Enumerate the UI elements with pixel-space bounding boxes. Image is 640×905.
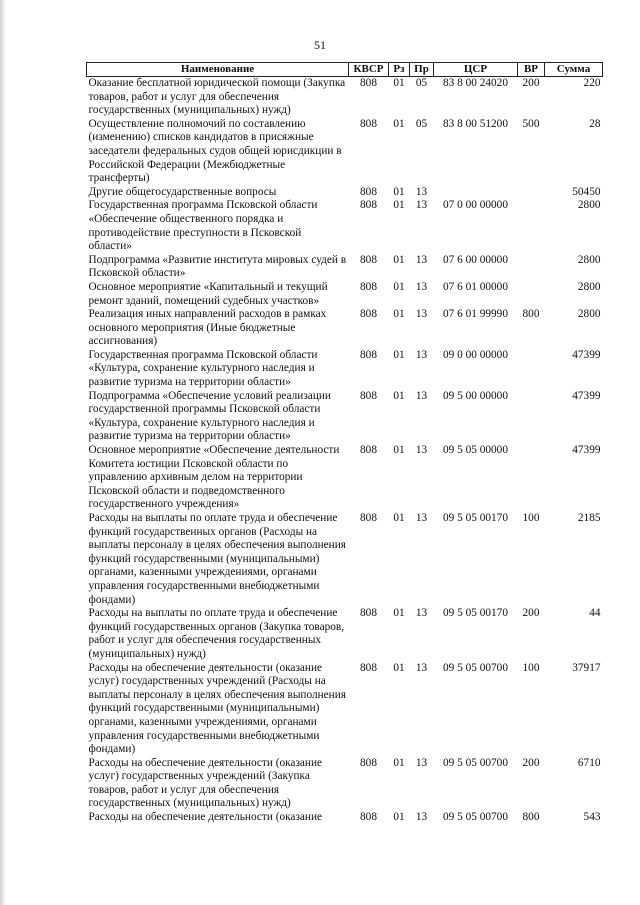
cell-csr: 09 5 05 00170	[443, 512, 508, 524]
cell-sum: 50450	[572, 185, 601, 198]
column-header-pr: Пр	[410, 63, 434, 77]
cell-rz: 01	[393, 444, 405, 457]
table-body	[87, 77, 603, 825]
cell-kvsr: 808	[360, 253, 377, 266]
column-header-kvsr: КВСР	[349, 63, 389, 77]
cell-rz: 01	[393, 117, 405, 130]
cell-csr: 09 0 00 00000	[443, 348, 508, 361]
cell-pr: 13	[415, 199, 428, 212]
cell-rz: 01	[393, 661, 405, 674]
cell-name: Осуществление полномочий по составлению (изменению) списков кандидатов в присяжные заседатели федеральных судов общей юрисдикции в Российской Федерации (Межбюджетные трансферты)	[88, 117, 342, 185]
cell-csr: 09 5 00 00000	[443, 389, 508, 402]
table-row	[87, 254, 603, 281]
cell-kvsr: 808	[360, 280, 377, 293]
cell-sum: 220	[583, 77, 601, 89]
table-row	[87, 199, 603, 253]
cell-name: Другие общегосударственные вопросы	[88, 185, 277, 198]
cell-vr	[518, 186, 545, 200]
cell-rz: 01	[393, 253, 405, 266]
cell-sum: 28	[589, 117, 601, 130]
cell-vr: 100	[522, 512, 540, 524]
column-header-name: Наименование	[87, 63, 349, 77]
cell-sum: 47399	[572, 444, 601, 457]
column-header-vr: ВР	[518, 63, 545, 77]
cell-kvsr: 808	[360, 117, 377, 130]
cell-csr: 07 6 01 99990	[443, 308, 508, 321]
table-row	[87, 662, 603, 757]
cell-name: Расходы на выплаты по оплате труда и обеспечение функций государственных органов (Расходы на выплаты персоналу в целях обеспечения выполнения функций государственными (муниципальными) органами, казенными учреждениями, органами управления государственными внебюджетными фондами)	[88, 512, 346, 606]
cell-rz: 01	[393, 607, 405, 620]
cell-name: Подпрограмма «Обеспечение условий реализации государственной программы Псковской области «Культура, сохранение культурного наследия и развитие туризма на территории области»	[88, 389, 331, 443]
cell-csr: 07 6 01 00000	[443, 280, 508, 293]
cell-sum: 37917	[572, 661, 601, 674]
table-row	[87, 444, 603, 512]
cell-name: Расходы на обеспечение деятельности (оказание	[88, 811, 323, 824]
cell-csr: 83 8 00 24020	[443, 77, 508, 89]
cell-csr: 83 8 00 51200	[443, 117, 508, 130]
cell-kvsr: 808	[360, 308, 377, 321]
cell-csr: 09 5 05 00700	[443, 756, 508, 769]
cell-name: Реализация иных направлений расходов в рамках основного мероприятия (Иные бюджетные ассигнования)	[88, 308, 327, 348]
cell-sum: 44	[589, 607, 601, 620]
table-row	[87, 186, 603, 200]
table-row	[87, 512, 603, 607]
cell-sum: 6710	[577, 756, 601, 769]
cell-vr	[518, 199, 545, 253]
cell-name: Расходы на выплаты по оплате труда и обеспечение функций государственных органов (Закупка товаров, работ и услуг для обеспечения государственных (муниципальных) нужд)	[88, 607, 345, 660]
cell-kvsr: 808	[360, 77, 377, 89]
cell-kvsr: 808	[360, 607, 377, 620]
cell-name: Расходы на обеспечение деятельности (оказание услуг) государственных учреждений (Закупка товаров, работ и услуг для обеспечения государственных (муниципальных) нужд)	[88, 756, 323, 810]
cell-rz: 01	[393, 77, 405, 89]
table-header-row	[87, 63, 603, 77]
table-row	[87, 811, 603, 825]
cell-vr: 200	[522, 607, 540, 620]
column-header-csr: ЦСР	[434, 63, 518, 77]
cell-name: Государственная программа Псковской области «Обеспечение общественного порядка и противодействие преступности в Псковской области»	[88, 199, 318, 253]
cell-pr: 13	[415, 607, 428, 620]
cell-csr: 09 5 05 00700	[443, 811, 508, 824]
cell-rz: 01	[393, 199, 405, 212]
cell-vr	[518, 281, 545, 308]
cell-pr: 13	[415, 185, 428, 198]
cell-kvsr: 808	[360, 512, 377, 524]
cell-csr: 09 5 05 00170	[443, 607, 508, 620]
cell-sum: 2800	[577, 199, 601, 212]
cell-vr: 100	[522, 661, 540, 674]
table-row	[87, 757, 603, 811]
cell-rz: 01	[393, 348, 405, 361]
cell-vr: 500	[522, 117, 540, 130]
cell-vr	[518, 444, 545, 512]
cell-sum: 2800	[577, 280, 601, 293]
cell-kvsr: 808	[360, 348, 377, 361]
cell-kvsr: 808	[360, 756, 377, 769]
cell-kvsr: 808	[360, 389, 377, 402]
cell-kvsr: 808	[360, 185, 377, 198]
cell-name: Государственная программа Псковской области «Культура, сохранение культурного наследия и развитие туризма на территории области»	[88, 348, 318, 389]
cell-rz: 01	[393, 280, 405, 293]
cell-rz: 01	[393, 756, 405, 769]
cell-sum: 47399	[572, 348, 601, 361]
cell-pr: 13	[415, 389, 428, 402]
cell-kvsr: 808	[360, 811, 377, 824]
budget-table	[86, 62, 603, 825]
cell-name: Основное мероприятие «Обеспечение деятельности Комитета юстиции Псковской области по управлению архивным делом на территории Псковской области и подведомственного государственного учреждения»	[88, 444, 340, 511]
cell-name: Подпрограмма «Развитие института мировых судей в Псковской области»	[88, 253, 347, 280]
cell-pr: 13	[415, 756, 428, 769]
cell-csr: 09 5 05 00000	[443, 444, 508, 457]
cell-vr	[518, 390, 545, 444]
cell-csr: 07 0 00 00000	[443, 199, 508, 212]
cell-rz: 01	[393, 512, 405, 524]
cell-sum: 2800	[577, 253, 601, 266]
cell-vr: 800	[522, 811, 540, 824]
cell-pr: 05	[415, 77, 428, 89]
cell-pr: 13	[415, 444, 428, 457]
cell-csr	[434, 186, 518, 200]
cell-kvsr: 808	[360, 444, 377, 457]
cell-pr: 13	[415, 348, 428, 361]
cell-rz: 01	[393, 185, 405, 198]
cell-pr: 13	[415, 253, 428, 266]
cell-kvsr: 808	[360, 661, 377, 674]
cell-sum: 2185	[577, 512, 601, 524]
cell-name: Оказание бесплатной юридической помощи (Закупка товаров, работ и услуг для обеспечения государственных (муниципальных) нужд)	[88, 77, 346, 117]
table-row	[87, 349, 603, 390]
column-header-sum: Сумма	[545, 63, 603, 77]
cell-vr: 200	[522, 77, 540, 89]
table-row	[87, 77, 603, 118]
cell-csr: 09 5 05 00700	[443, 661, 508, 674]
column-header-rz: Рз	[389, 63, 410, 77]
cell-pr: 13	[415, 811, 428, 824]
cell-rz: 01	[393, 811, 405, 824]
table-row	[87, 308, 603, 349]
cell-sum: 543	[583, 811, 601, 824]
table-row	[87, 390, 603, 444]
cell-sum: 2800	[577, 308, 601, 321]
table-row	[87, 118, 603, 186]
cell-vr: 800	[522, 308, 540, 321]
page-number: 51	[314, 38, 326, 52]
scan-edge	[0, 0, 6, 905]
cell-kvsr: 808	[360, 199, 377, 212]
table-row	[87, 607, 603, 661]
table-row	[87, 281, 603, 308]
cell-name: Основное мероприятие «Капитальный и текущий ремонт зданий, помещений судебных участков»	[88, 280, 328, 307]
cell-pr: 05	[415, 117, 428, 130]
cell-name: Расходы на обеспечение деятельности (оказание услуг) государственных учреждений (Расходы на выплаты персоналу в целях обеспечения выполнения функций государственными (муниципальными) органами, казенными учреждениями, органами управления государственными внебюджетными фондами)	[88, 661, 346, 756]
cell-vr	[518, 349, 545, 390]
cell-pr: 13	[415, 512, 428, 524]
cell-csr: 07 6 00 00000	[443, 253, 508, 266]
cell-vr: 200	[522, 756, 540, 769]
cell-rz: 01	[393, 308, 405, 321]
cell-pr: 13	[415, 661, 428, 674]
cell-vr	[518, 254, 545, 281]
cell-pr: 13	[415, 280, 428, 293]
cell-sum: 47399	[572, 389, 601, 402]
cell-pr: 13	[415, 308, 428, 321]
cell-rz: 01	[393, 389, 405, 402]
